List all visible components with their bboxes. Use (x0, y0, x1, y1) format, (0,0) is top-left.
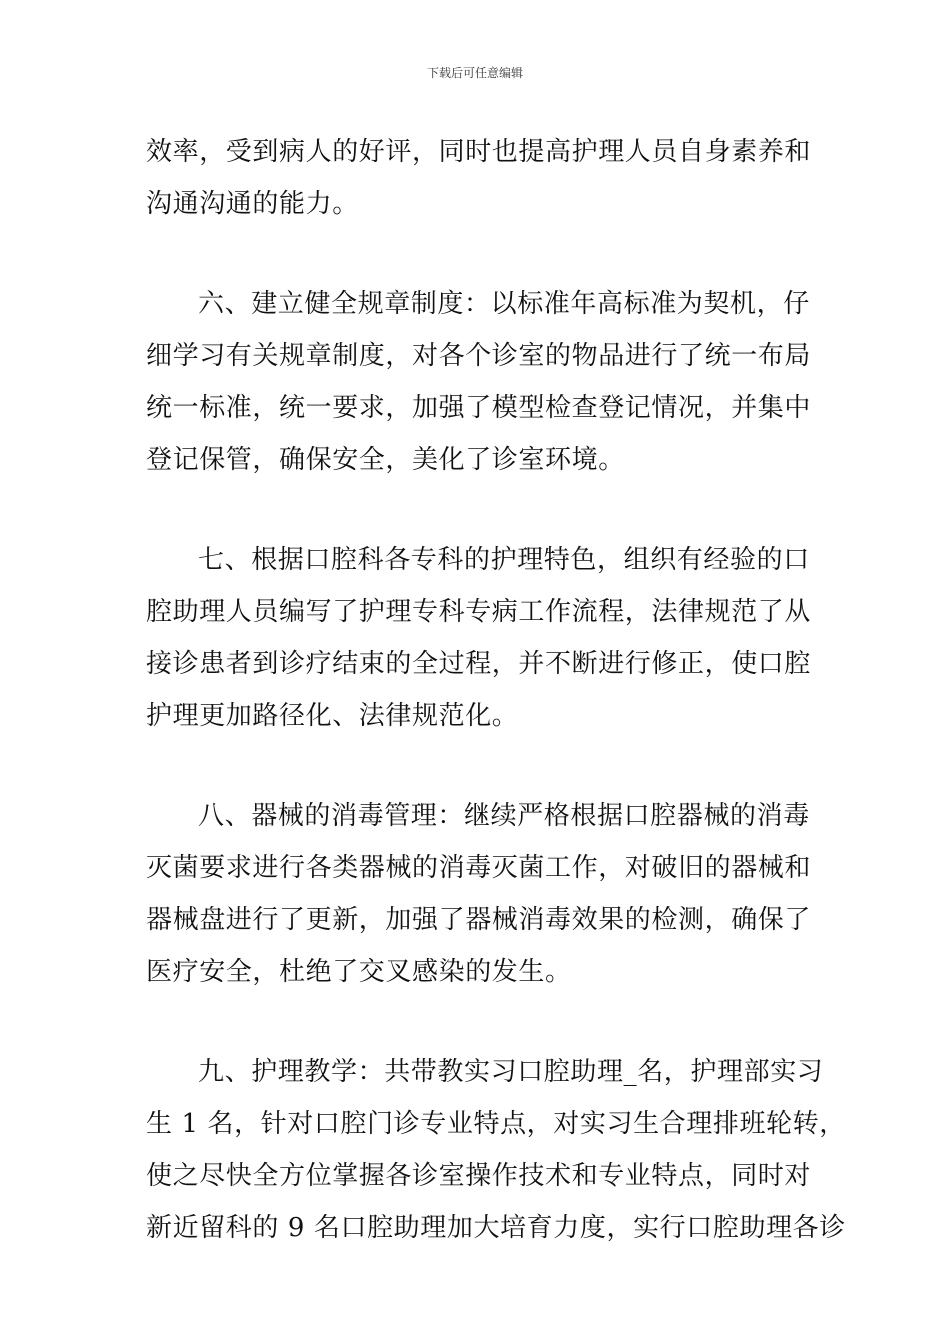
paragraph-section-6 (146, 278, 811, 486)
text-line: 接诊患者到诊疗结束的全过程，并不断进行修正，使口腔 (146, 649, 812, 679)
document-body (146, 126, 846, 1254)
paragraph-section-8 (146, 790, 811, 998)
text-line: 效率，受到病人的好评，同时也提高护理人员自身素养和 (146, 137, 812, 167)
text-line: 沟通沟通的能力。 (146, 189, 359, 219)
text-line: 八、器械的消毒管理：继续严格根据口腔器械的消毒 (198, 801, 810, 831)
text-line: 新近留科的 9 名口腔助理加大培育力度，实行口腔助理各诊 (146, 1213, 846, 1243)
paragraph-continuation (146, 126, 811, 230)
text-line: 细学习有关规章制度，对各个诊室的物品进行了统一布局 (146, 341, 812, 371)
text-line: 护理更加路径化、法律规范化。 (146, 701, 519, 731)
page-header: 下载后可任意编辑 (426, 66, 523, 80)
text-line: 医疗安全，杜绝了交叉感染的发生。 (146, 957, 572, 987)
text-line: 器械盘进行了更新，加强了器械消毒效果的检测，确保了 (146, 905, 812, 935)
text-line: 使之尽快全方位掌握各诊室操作技术和专业特点，同时对 (146, 1161, 812, 1191)
text-line: 灭菌要求进行各类器械的消毒灭菌工作，对破旧的器械和 (146, 853, 812, 883)
text-line: 统一标准，统一要求，加强了模型检查登记情况，并集中 (146, 393, 812, 423)
text-line: 六、建立健全规章制度：以标准年高标准为契机，仔 (198, 289, 810, 319)
paragraph-section-7 (146, 534, 811, 742)
text-line: 腔助理人员编写了护理专科专病工作流程，法律规范了从 (146, 597, 812, 627)
text-line: 七、根据口腔科各专科的护理特色，组织有经验的口 (198, 545, 810, 575)
paragraph-section-9 (146, 1046, 846, 1254)
text-line: 九、护理教学：共带教实习口腔助理_名，护理部实习 (198, 1057, 824, 1087)
text-line: 生 1 名，针对口腔门诊专业特点，对实习生合理排班轮转， (146, 1109, 846, 1139)
text-line: 登记保管，确保安全，美化了诊室环境。 (146, 445, 625, 475)
